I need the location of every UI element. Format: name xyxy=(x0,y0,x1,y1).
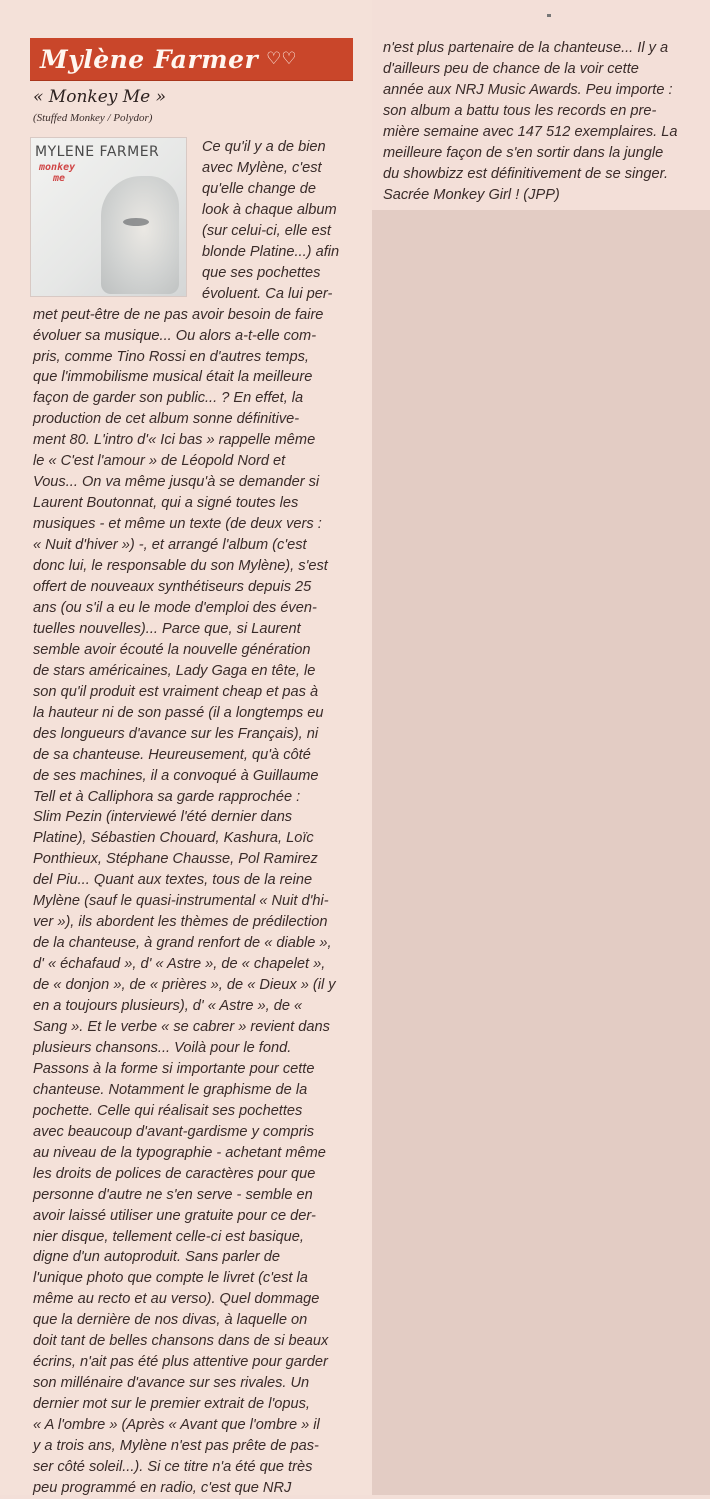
right-column-background xyxy=(372,210,710,1495)
album-cover xyxy=(31,138,186,296)
text-line: évoluer sa musique... Ou alors a-t-elle com- xyxy=(33,327,317,344)
text-line: le « C'est l'amour » de Léopold Nord et xyxy=(33,453,286,470)
text-line: avoir laissé utiliser une gratuite pour ce der- xyxy=(33,1207,316,1224)
text-line: meilleure façon de s'en sortir dans la jungle xyxy=(383,144,664,161)
text-line: Laurent Boutonnat, qui a signé toutes les xyxy=(33,495,299,512)
text-line: que l'immobilisme musical était la meilleure xyxy=(33,369,313,386)
text-line: plusieurs chansons... Voilà pour le fond. xyxy=(33,1039,292,1056)
text-line: l'unique photo que compte le livret (c'est la xyxy=(33,1270,308,1287)
record-label: (Stuffed Monkey / Polydor) xyxy=(33,112,153,124)
album-title: « Monkey Me » xyxy=(33,87,167,107)
text-line: ser côté soleil...). Si ce titre n'a été que très xyxy=(33,1459,313,1476)
text-line: de stars américaines, Lady Gaga en tête, le xyxy=(33,662,316,679)
text-line: met peut-être de ne pas avoir besoin de faire xyxy=(33,306,324,323)
cover-eye xyxy=(123,218,149,226)
text-line: blonde Platine...) afin xyxy=(202,243,340,260)
text-line: au niveau de la typographie - achetant même xyxy=(33,1144,326,1161)
text-line: de sa chanteuse. Heureusement, qu'à côté xyxy=(33,746,311,763)
cover-portrait xyxy=(101,176,179,294)
text-line: peu programmé en radio, c'est que NRJ xyxy=(33,1479,292,1496)
text-beside-cover xyxy=(202,137,339,305)
text-line: Vous... On va même jusqu'à se demander si xyxy=(33,474,320,491)
print-speck xyxy=(547,14,551,17)
text-line: ans (ou s'il a eu le mode d'emploi des éven- xyxy=(33,599,317,616)
text-line: Tell et à Calliphora sa garde rapprochée : xyxy=(33,788,301,805)
text-line: son qu'il produit est vraiment cheap et pas à xyxy=(33,683,319,700)
text-line: en a toujours plusieurs), d' « Astre », de « xyxy=(33,998,303,1015)
text-line: pris, comme Tino Rossi en d'autres temps, xyxy=(33,348,309,365)
text-line: tuelles nouvelles)... Parce que, si Laurent xyxy=(33,620,301,637)
text-line: doit tant de belles chansons dans de si beaux xyxy=(33,1333,329,1350)
text-line: Sang ». Et le verbe « se cabrer » revient dans xyxy=(33,1019,330,1035)
text-line: année aux NRJ Music Awards. Peu importe : xyxy=(383,81,673,98)
text-line: dernier mot sur le premier extrait de l'opus, xyxy=(33,1396,310,1413)
text-line: pochette. Celle qui réalisait ses pochettes xyxy=(33,1102,303,1119)
hearts-icon: ♡♡ xyxy=(266,49,297,69)
text-line: la hauteur ni de son passé (il a longtemps eu xyxy=(33,704,324,721)
text-line: y a trois ans, Mylène n'est pas prête de pas- xyxy=(33,1438,319,1455)
text-line: del Piu... Quant aux textes, tous de la reine xyxy=(33,872,313,889)
artist-banner xyxy=(30,38,353,80)
cover-title-text xyxy=(39,162,75,184)
text-line: de ses machines, il a convoqué à Guillaume xyxy=(33,767,319,784)
text-line: d' « échafaud », d' « Astre », de « chapelet », xyxy=(33,956,326,973)
text-line: (sur celui-ci, elle est xyxy=(202,222,331,239)
text-line: « Nuit d'hiver ») -, et arrangé l'album (c'est xyxy=(33,537,307,554)
text-line: n'est plus partenaire de la chanteuse... Il y a xyxy=(383,40,669,56)
text-line: personne d'autre ne s'en serve - semble en xyxy=(33,1186,313,1203)
text-line: donc lui, le responsable du son Mylène), s'est xyxy=(33,558,328,575)
text-line: digne d'un autoproduit. Sans parler de xyxy=(33,1249,281,1266)
text-line: ver »), ils abordent les thèmes de prédilection xyxy=(33,914,328,931)
text-line: Passons à la forme si importante pour cette xyxy=(33,1060,315,1077)
cover-title-line-1: monkey xyxy=(39,162,76,173)
text-line: Mylène (sauf le quasi-instrumental « Nuit d'hi- xyxy=(33,893,329,910)
text-line: avec beaucoup d'avant-gardisme y compris xyxy=(33,1123,315,1140)
text-line: même au recto et au verso). Quel dommage xyxy=(33,1291,320,1308)
text-line: nier disque, tellement celle-ci est basique, xyxy=(33,1228,304,1245)
text-line: Platine), Sébastien Chouard, Kashura, Loïc xyxy=(33,830,314,847)
text-line: Ce qu'il y a de bien xyxy=(202,139,326,155)
text-line: de la chanteuse, à grand renfort de « diable », xyxy=(33,935,332,952)
text-line: son millénaire d'avance sur ses rivales. Un xyxy=(33,1375,310,1392)
text-line: musiques - et même un texte (de deux vers : xyxy=(33,516,322,533)
text-line: look à chaque album xyxy=(202,201,337,218)
text-line: de « donjon », de « prières », de « Dieux » (il y xyxy=(33,977,336,994)
text-line: offert de nouveaux synthétiseurs depuis 25 xyxy=(33,578,312,595)
cover-artist-text: MYLENE FARMER xyxy=(35,144,160,160)
text-line: Ponthieux, Stéphane Chausse, Pol Ramirez xyxy=(33,851,318,868)
text-line: avec Mylène, c'est xyxy=(202,159,322,176)
text-line: évoluent. Ca lui per- xyxy=(202,285,333,302)
text-line: des longueurs d'avance sur les Français), ni xyxy=(33,725,319,742)
text-line: qu'elle change de xyxy=(202,180,316,197)
text-line: écrins, n'ait pas été plus attentive pour garder xyxy=(33,1354,328,1371)
cover-title-line-2: me xyxy=(53,173,66,184)
text-line: les droits de polices de caractères pour que xyxy=(33,1165,316,1182)
text-line: d'ailleurs peu de chance de la voir cette xyxy=(383,60,639,77)
text-line: Slim Pezin (interviewé l'été dernier dans xyxy=(33,809,293,826)
text-line: semble avoir écouté la nouvelle génération xyxy=(33,641,311,658)
text-line: son album a battu tous les records en pre- xyxy=(383,102,657,119)
text-line: ment 80. L'intro d'« Ici bas » rappelle même xyxy=(33,432,316,449)
text-line: façon de garder son public... ? En effet, la xyxy=(33,390,304,407)
text-line: chanteuse. Notamment le graphisme de la xyxy=(33,1081,308,1098)
review-text-left-column xyxy=(33,305,336,1499)
text-line: « A l'ombre » (Après « Avant que l'ombre » il xyxy=(33,1417,320,1434)
artist-name: Mylène Farmer xyxy=(40,44,259,74)
text-line: que ses pochettes xyxy=(202,264,321,281)
text-line: production de cet album sonne définitive- xyxy=(33,411,300,428)
text-line: Sacrée Monkey Girl ! (JPP) xyxy=(383,186,560,203)
text-line: que la dernière de nos divas, à laquelle on xyxy=(33,1312,308,1329)
text-line: du showbizz est définitivement de se singer. xyxy=(383,165,668,182)
review-text-right-column xyxy=(383,38,677,206)
text-line: mière semaine avec 147 512 exemplaires. La xyxy=(383,123,678,140)
